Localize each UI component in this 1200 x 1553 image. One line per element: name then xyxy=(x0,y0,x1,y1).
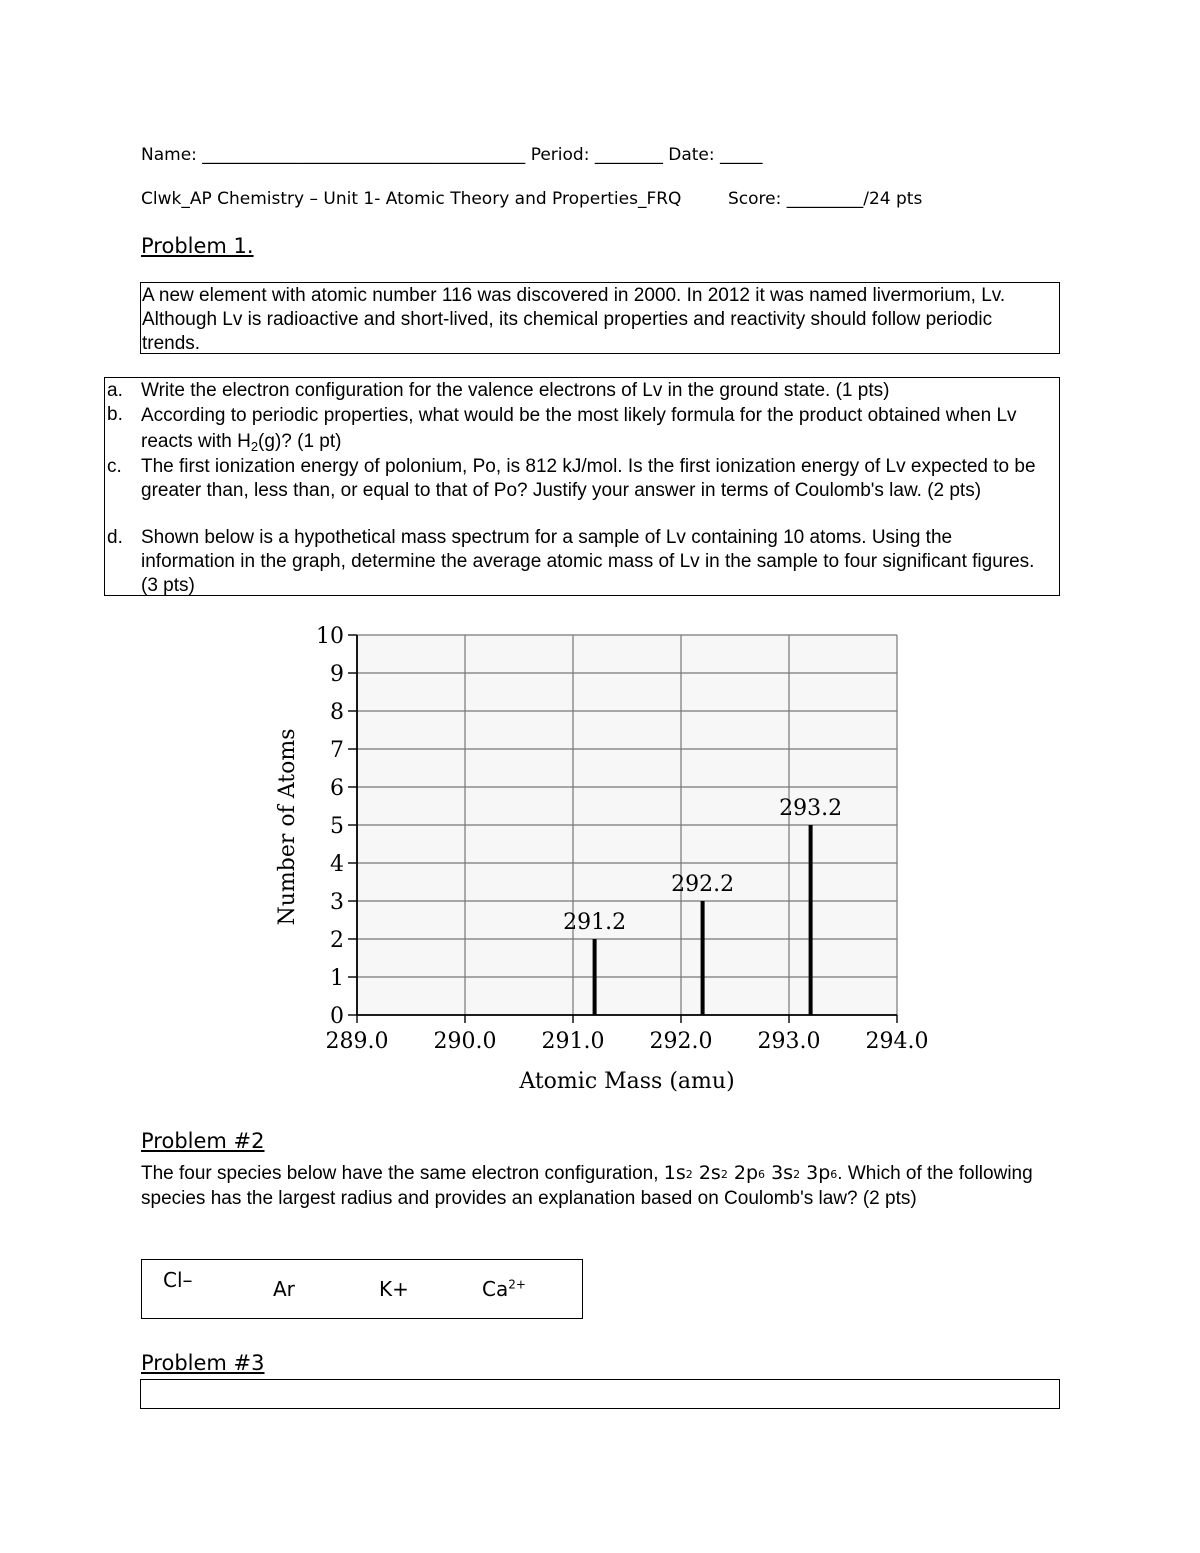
orbital-3s-exponent: 2 xyxy=(793,1168,801,1181)
species-symbol: K+ xyxy=(379,1277,409,1301)
x-tick-label: 294.0 xyxy=(865,1029,929,1054)
question-text: Write the electron configuration for the valence electrons of Lv in the ground state. (1 pts) xyxy=(141,380,890,401)
question-letter: d. xyxy=(107,527,123,548)
bar-data-label: 292.2 xyxy=(671,872,735,897)
problem1-intro-box xyxy=(140,282,1060,354)
question-text: The first ionization energy of polonium, Po, is 812 kJ/mol. Is the first ionization energy of Lv expected to be greater than, less than, or equal to that of Po? Justify your answer in terms of Coulomb's law. (2 pts) xyxy=(141,456,1036,501)
orbital-3p-exponent: 6 xyxy=(830,1168,838,1181)
chart-x-ticks xyxy=(326,1015,929,1054)
y-tick-label: 2 xyxy=(330,928,344,953)
question-text-before: According to periodic properties, what would be the most likely formula for the product obtained when Lv reacts with H xyxy=(141,405,1017,452)
species-chloride xyxy=(163,1268,193,1292)
species-box xyxy=(141,1259,583,1319)
y-tick-label: 0 xyxy=(330,1004,344,1029)
question-text: Shown below is a hypothetical mass spectrum for a sample of Lv containing 10 atoms. Using the information in the graph, determine the average atomic mass of Lv in the sample to four significant figures. (3 pts) xyxy=(141,527,1035,596)
name-period-date-line: Name: ______________________________________ Period: ________ Date: _____ xyxy=(141,145,763,165)
x-tick-label: 290.0 xyxy=(433,1029,497,1054)
x-tick-label: 289.0 xyxy=(325,1029,389,1054)
question-text xyxy=(141,403,1051,456)
orbital-3p: 3p xyxy=(806,1162,831,1184)
bar-data-label: 293.2 xyxy=(779,796,843,821)
chart-y-axis-label: Number of Atoms xyxy=(275,728,300,926)
orbital-3s: 3s xyxy=(771,1162,794,1184)
species-potassium-ion xyxy=(379,1277,409,1301)
bar-data-label: 291.2 xyxy=(563,910,627,935)
orbital-2p-exponent: 6 xyxy=(758,1168,766,1181)
problem2-text-after: . Which of the following species has the largest radius and provides an explanation based on Coulomb's law? (2 pts) xyxy=(141,1163,1033,1209)
y-tick-label: 8 xyxy=(330,700,344,725)
problem1-intro: A new element with atomic number 116 was discovered in 2000. In 2012 it was named livermorium, Lv. Although Lv is radioactive and short-lived, its chemical properties and reactivity should follow periodic trends. xyxy=(142,285,1006,354)
species-charge: 2+ xyxy=(508,1277,526,1292)
problem3-title: Problem #3 xyxy=(141,1351,265,1375)
question-letter: a. xyxy=(107,380,123,401)
problem2-text xyxy=(141,1161,1066,1211)
chart-y-ticks xyxy=(316,624,357,1029)
y-tick-label: 1 xyxy=(330,966,344,991)
score-line: Score: _________/24 pts xyxy=(728,189,923,209)
y-tick-label: 6 xyxy=(330,776,344,801)
problem2-title: Problem #2 xyxy=(141,1129,265,1153)
question-letter: c. xyxy=(107,456,122,477)
mass-spectrum-chart xyxy=(250,615,950,1105)
species-symbol: Ar xyxy=(273,1277,295,1301)
orbital-1s-exponent: 2 xyxy=(685,1168,693,1181)
y-tick-label: 9 xyxy=(330,662,344,687)
orbital-1s: 1s xyxy=(663,1162,686,1184)
orbital-2s-exponent: 2 xyxy=(720,1168,728,1181)
chart-x-axis-label: Atomic Mass (amu) xyxy=(519,1069,735,1094)
h2-subscript: 2 xyxy=(250,439,259,454)
species-symbol: Ca xyxy=(482,1277,509,1301)
problem1-title: Problem 1. xyxy=(141,234,254,258)
problem3-box xyxy=(140,1379,1060,1409)
x-tick-label: 292.0 xyxy=(649,1029,713,1054)
y-tick-label: 10 xyxy=(316,624,344,649)
y-tick-label: 3 xyxy=(330,890,344,915)
chart-grid xyxy=(357,635,897,1015)
problem1-questions xyxy=(104,377,1060,596)
problem2-text-before: The four species below have the same electron configuration, xyxy=(141,1163,664,1184)
y-tick-label: 5 xyxy=(330,814,344,839)
electron-configuration xyxy=(664,1162,838,1184)
orbital-2s: 2s xyxy=(698,1162,721,1184)
species-symbol: Cl– xyxy=(163,1268,193,1292)
species-argon xyxy=(273,1277,295,1301)
question-text-after: (g)? (1 pt) xyxy=(258,431,342,452)
question-letter: b. xyxy=(107,404,123,425)
species-calcium-ion xyxy=(482,1277,526,1301)
x-tick-label: 291.0 xyxy=(541,1029,605,1054)
y-tick-label: 7 xyxy=(330,738,344,763)
course-title: Clwk_AP Chemistry – Unit 1- Atomic Theory and Properties_FRQ xyxy=(141,189,682,209)
x-tick-label: 293.0 xyxy=(757,1029,821,1054)
y-tick-label: 4 xyxy=(330,852,344,877)
orbital-2p: 2p xyxy=(733,1162,759,1184)
